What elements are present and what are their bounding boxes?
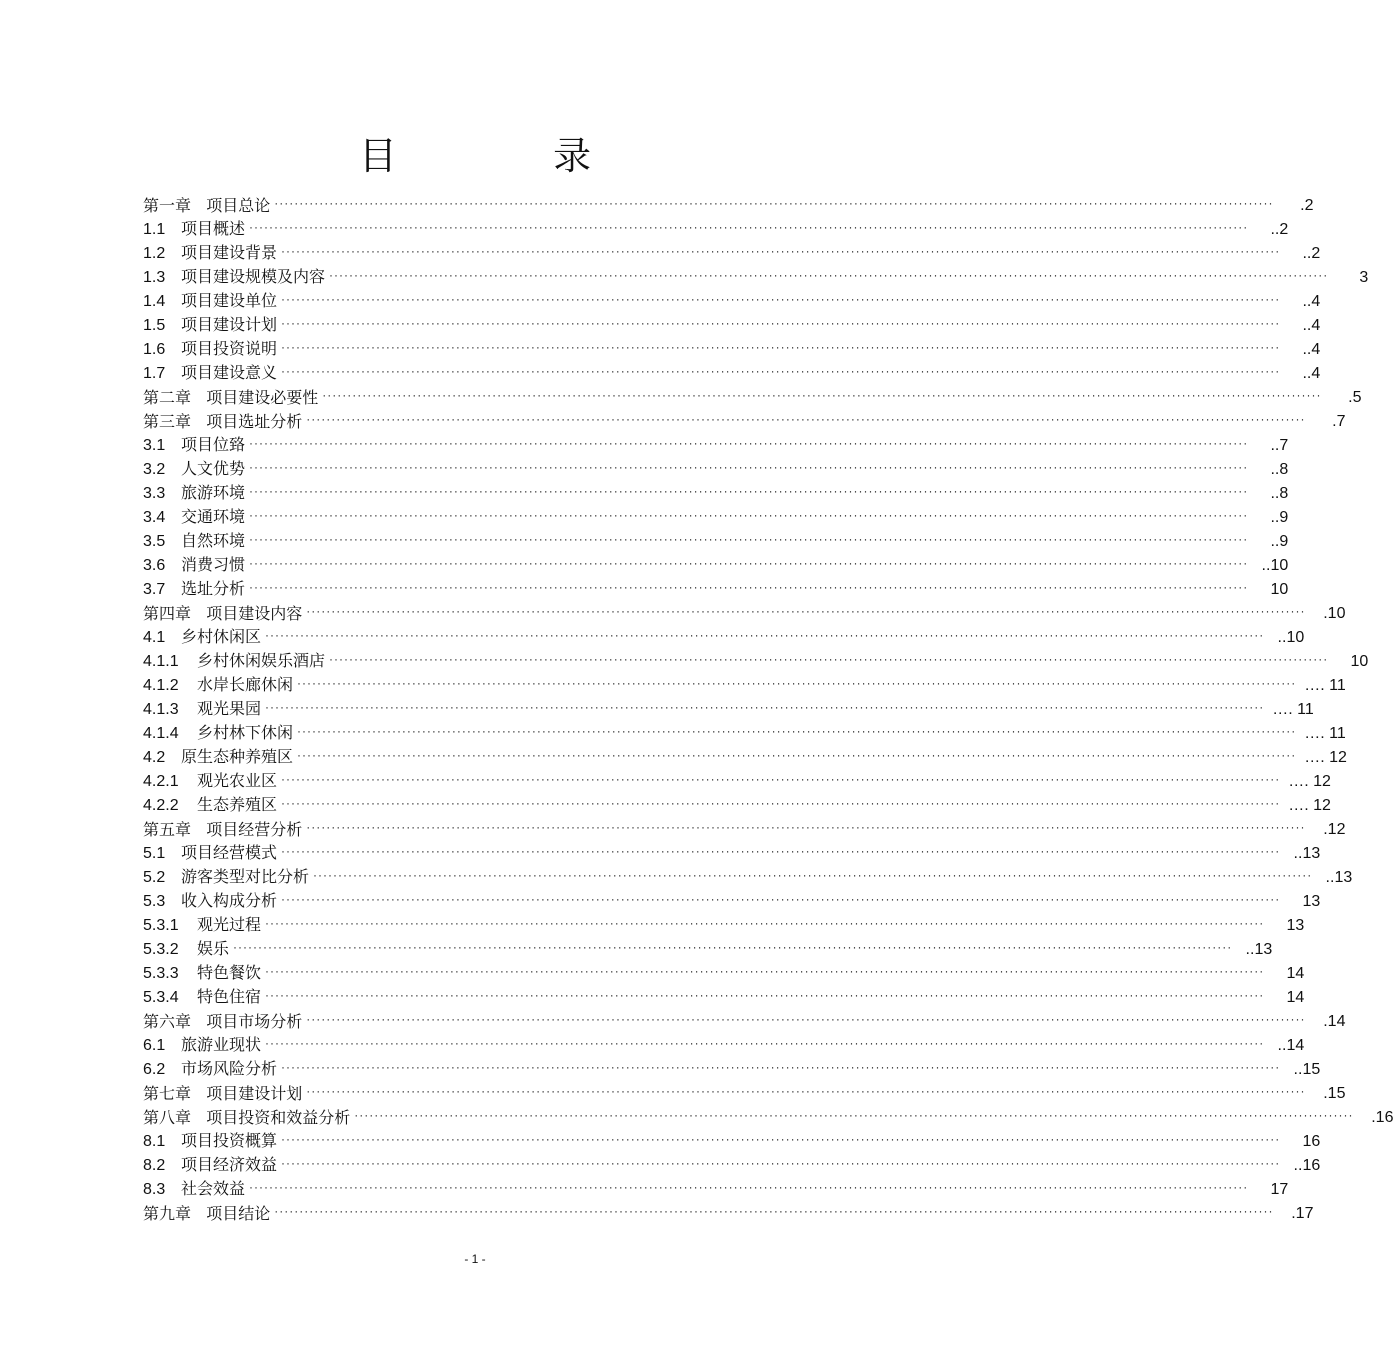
toc-entry-title: 乡村林下休闲: [197, 723, 294, 742]
toc-entry-page: 10: [1350, 653, 1369, 670]
toc-entry[interactable]: [143, 456, 1289, 480]
toc-entry-page: ..15: [1293, 1061, 1321, 1078]
toc-entry-title: 自然环境: [181, 531, 246, 550]
toc-entry-label: [143, 579, 249, 600]
toc-entry-number: 4.1.3: [143, 701, 179, 718]
toc-entry-number: 1.6: [143, 341, 166, 358]
toc-entry-number: 5.1: [143, 845, 166, 862]
toc-leader-dots: ········································································································································································································: [274, 1204, 1274, 1218]
toc-leader-dots: ········································································································································································································: [265, 700, 1265, 714]
toc-entry-label: [143, 915, 265, 936]
toc-entry-page: ..4: [1302, 317, 1321, 334]
toc-leader-dots: ········································································································································································································: [281, 364, 1281, 378]
toc-entry-title: 项目建设意义: [181, 363, 278, 382]
toc-leader-dots: ········································································································································································································: [265, 916, 1265, 930]
toc-leader-dots: ········································································································································································································: [281, 340, 1281, 354]
toc-entry-number: 4.1.1: [143, 653, 179, 670]
toc-entry-number: 1.7: [143, 365, 166, 382]
toc-entry-title: 项目位臵: [181, 435, 246, 454]
toc-entry-title: 特色餐饮: [197, 963, 262, 982]
toc-entry-label: [143, 219, 249, 240]
toc-entry[interactable]: [143, 1128, 1321, 1152]
toc-entry-label: [143, 891, 281, 912]
toc-entry[interactable]: [143, 528, 1289, 552]
toc-entry[interactable]: [143, 360, 1321, 384]
toc-entry-title: 项目经营模式: [181, 843, 278, 862]
toc-entry-label: [143, 1131, 281, 1152]
toc-leader-dots: ········································································································································································································: [249, 460, 1249, 474]
toc-entry[interactable]: [143, 696, 1314, 720]
toc-entry-page: ..14: [1277, 1037, 1305, 1054]
toc-entry-number: 6.2: [143, 1061, 166, 1078]
toc-entry-page: ..9: [1270, 509, 1289, 526]
toc-entry[interactable]: [143, 864, 1353, 888]
toc-entry-page: ..2: [1270, 221, 1289, 238]
toc-entry-title: 收入构成分析: [181, 891, 278, 910]
toc-entry-title: 第六章 项目市场分析: [143, 1012, 303, 1031]
toc-entry-page: 14: [1286, 989, 1305, 1006]
toc-entry-label: [143, 651, 329, 672]
toc-leader-dots: ········································································································································································································: [354, 1108, 1354, 1122]
toc-entry-page: …. 12: [1288, 773, 1331, 790]
toc-entry-number: 8.3: [143, 1181, 166, 1198]
toc-entry-title: 水岸长廊休闲: [197, 675, 294, 694]
toc-entry-label: [143, 820, 306, 840]
toc-entry[interactable]: [143, 312, 1321, 336]
toc-entry[interactable]: [143, 1008, 1346, 1032]
toc-entry-label: [143, 459, 249, 480]
toc-entry-number: 1.3: [143, 269, 166, 286]
toc-entry-title: 旅游业现状: [181, 1035, 262, 1054]
toc-entry[interactable]: [143, 408, 1346, 432]
toc-entry-title: 第一章 项目总论: [143, 196, 271, 215]
toc-entry-label: [143, 1155, 281, 1176]
toc-leader-dots: ········································································································································································································: [297, 676, 1297, 690]
toc-entry-title: 项目建设背景: [181, 243, 278, 262]
toc-entry[interactable]: [143, 672, 1346, 696]
toc-entry-title: 人文优势: [181, 459, 246, 478]
toc-entry[interactable]: [143, 336, 1321, 360]
toc-leader-dots: ········································································································································································································: [306, 1084, 1306, 1098]
toc-entry-title: 特色住宿: [197, 987, 262, 1006]
toc-leader-dots: ········································································································································································································: [265, 1036, 1265, 1050]
toc-leader-dots: ········································································································································································································: [233, 940, 1233, 954]
toc-entry-page: …. 12: [1288, 797, 1331, 814]
toc-entry-label: [143, 699, 265, 720]
toc-entry-title: 项目投资概算: [181, 1131, 278, 1150]
toc-entry-number: 3.2: [143, 461, 166, 478]
toc-entry-page: 13: [1286, 917, 1305, 934]
toc-entry-title: 项目经济效益: [181, 1155, 278, 1174]
toc-leader-dots: ········································································································································································································: [306, 820, 1306, 834]
toc-entry-page: ..13: [1293, 845, 1321, 862]
toc-entry-label: [143, 196, 274, 216]
toc-entry[interactable]: [143, 264, 1369, 288]
toc-entry[interactable]: [143, 624, 1305, 648]
toc-entry[interactable]: [143, 600, 1346, 624]
toc-entry-label: [143, 675, 297, 696]
toc-entry-number: 1.5: [143, 317, 166, 334]
toc-entry-title: 项目建设计划: [181, 315, 278, 334]
toc-entry-label: [143, 1012, 306, 1032]
toc-entry-number: 1.1: [143, 221, 166, 238]
toc-entry[interactable]: [143, 240, 1321, 264]
toc-entry[interactable]: [143, 792, 1331, 816]
toc-leader-dots: ········································································································································································································: [281, 316, 1281, 330]
toc-entry[interactable]: [143, 840, 1321, 864]
toc-entry-label: [143, 339, 281, 360]
toc-entry-page: 17: [1270, 1181, 1289, 1198]
toc-leader-dots: ········································································································································································································: [329, 268, 1329, 282]
toc-entry[interactable]: [143, 1056, 1321, 1080]
toc-entry-label: [143, 435, 249, 456]
toc-entry-title: 项目建设规模及内容: [181, 267, 326, 286]
toc-entry[interactable]: [143, 1080, 1346, 1104]
toc-entry-label: [143, 1084, 306, 1104]
toc-entry-label: [143, 747, 297, 768]
toc-entry-title: 第八章 项目投资和效益分析: [143, 1108, 351, 1127]
toc-leader-dots: ········································································································································································································: [265, 628, 1265, 642]
toc-entry-number: 5.2: [143, 869, 166, 886]
toc-entry-label: [143, 1179, 249, 1200]
toc-leader-dots: ········································································································································································································: [281, 772, 1281, 786]
toc-entry[interactable]: [143, 720, 1346, 744]
toc-entry-page: .14: [1323, 1013, 1346, 1030]
toc-entry-page: .7: [1332, 413, 1346, 430]
toc-leader-dots: ········································································································································································································: [249, 580, 1249, 594]
toc-entry-page: .15: [1323, 1085, 1346, 1102]
toc-entry-label: [143, 315, 281, 336]
toc-entry-number: 4.1.4: [143, 725, 179, 742]
toc-leader-dots: ········································································································································································································: [322, 388, 1322, 402]
toc-leader-dots: ········································································································································································································: [281, 244, 1281, 258]
toc-entry-label: [143, 867, 313, 888]
toc-entry[interactable]: [143, 888, 1321, 912]
toc-entry-title: 第七章 项目建设计划: [143, 1084, 303, 1103]
toc-entry-title: 旅游环境: [181, 483, 246, 502]
toc-entry-number: 1.4: [143, 293, 166, 310]
toc-entry-label: [143, 412, 306, 432]
toc-entry-label: [143, 627, 265, 648]
toc-leader-dots: ········································································································································································································: [281, 844, 1281, 858]
toc-entry-label: [143, 1108, 354, 1128]
toc-entry-number: 8.1: [143, 1133, 166, 1150]
toc-entry-title: 游客类型对比分析: [181, 867, 310, 886]
toc-entry-page: 13: [1302, 893, 1321, 910]
toc-entry-label: [143, 531, 249, 552]
toc-entry-page: .17: [1291, 1205, 1314, 1222]
toc-entry-title: 项目投资说明: [181, 339, 278, 358]
toc-entry[interactable]: [143, 576, 1289, 600]
toc-entry[interactable]: [143, 768, 1331, 792]
toc-entry-page: ..4: [1302, 341, 1321, 358]
toc-entry[interactable]: [143, 504, 1289, 528]
toc-entry-number: 3.1: [143, 437, 166, 454]
toc-entry-page: ..8: [1270, 485, 1289, 502]
toc-entry-label: [143, 843, 281, 864]
toc-entry-title: 项目建设单位: [181, 291, 278, 310]
toc-entry-page: .2: [1300, 197, 1314, 214]
toc-entry-title: 生态养殖区: [197, 795, 278, 814]
toc-entry-page: ..4: [1302, 293, 1321, 310]
toc-entry-label: [143, 1204, 274, 1224]
toc-entry[interactable]: [143, 984, 1305, 1008]
toc-entry-number: 5.3.2: [143, 941, 179, 958]
toc-entry[interactable]: [143, 648, 1369, 672]
toc-entry-number: 5.3.4: [143, 989, 179, 1006]
toc-entry[interactable]: [143, 1104, 1393, 1128]
toc-entry-page: ..2: [1302, 245, 1321, 262]
toc-entry-title: 项目概述: [181, 219, 246, 238]
toc-entry-page: ..10: [1261, 557, 1289, 574]
toc-entry-page: ..4: [1302, 365, 1321, 382]
toc-entry-page: …. 11: [1272, 701, 1314, 718]
toc-leader-dots: ········································································································································································································: [297, 724, 1297, 738]
toc-entry-label: [143, 267, 329, 288]
toc-entry-number: 3.6: [143, 557, 166, 574]
toc-entry-label: [143, 963, 265, 984]
toc-leader-dots: ········································································································································································································: [249, 436, 1249, 450]
toc-entry-title: 第三章 项目选址分析: [143, 412, 303, 431]
toc-leader-dots: ········································································································································································································: [249, 220, 1249, 234]
toc-leader-dots: ········································································································································································································: [249, 484, 1249, 498]
toc-entry[interactable]: [143, 816, 1346, 840]
toc-leader-dots: ········································································································································································································: [281, 1060, 1281, 1074]
toc-entry-label: [143, 1059, 281, 1080]
toc-leader-dots: ········································································································································································································: [306, 604, 1306, 618]
toc-entry-page: 16: [1302, 1133, 1321, 1150]
toc-entry-label: [143, 604, 306, 624]
toc-entry-page: …. 11: [1304, 725, 1346, 742]
toc-entry[interactable]: [143, 744, 1347, 768]
toc-entry-page: ..8: [1270, 461, 1289, 478]
toc-entry-label: [143, 483, 249, 504]
toc-entry-number: 4.2.1: [143, 773, 179, 790]
toc-entry[interactable]: [143, 936, 1273, 960]
toc-entry[interactable]: [143, 432, 1289, 456]
toc-entry[interactable]: [143, 960, 1305, 984]
toc-entry-title: 选址分析: [181, 579, 246, 598]
toc-entry-title: 市场风险分析: [181, 1059, 278, 1078]
toc-leader-dots: ········································································································································································································: [281, 796, 1281, 810]
toc-entry-page: ..7: [1270, 437, 1289, 454]
toc-entry[interactable]: [143, 288, 1321, 312]
toc-entry-page: .10: [1323, 605, 1346, 622]
toc-leader-dots: ········································································································································································································: [281, 892, 1281, 906]
toc-entry-page: …. 11: [1304, 677, 1346, 694]
toc-entry-page: 14: [1286, 965, 1305, 982]
toc-entry-number: 3.4: [143, 509, 166, 526]
toc-entry[interactable]: [143, 384, 1362, 408]
toc-entry-number: 5.3: [143, 893, 166, 910]
toc-leader-dots: ········································································································································································································: [249, 508, 1249, 522]
toc-entry-page: .16: [1371, 1109, 1393, 1126]
toc-entry-page: ..13: [1245, 941, 1273, 958]
table-of-contents: [143, 192, 1393, 1224]
toc-entry-title: 第九章 项目结论: [143, 1204, 271, 1223]
toc-entry-title: 观光果园: [197, 699, 262, 718]
toc-leader-dots: ········································································································································································································: [306, 1012, 1306, 1026]
toc-entry[interactable]: [143, 1032, 1305, 1056]
toc-leader-dots: ········································································································································································································: [297, 748, 1297, 762]
toc-entry-page: ..9: [1270, 533, 1289, 550]
toc-leader-dots: ········································································································································································································: [265, 964, 1265, 978]
toc-entry-title: 娱乐: [197, 939, 230, 958]
toc-entry-number: 3.7: [143, 581, 166, 598]
toc-entry-label: [143, 291, 281, 312]
toc-leader-dots: ········································································································································································································: [249, 556, 1249, 570]
toc-entry-label: [143, 243, 281, 264]
toc-entry-title: 交通环境: [181, 507, 246, 526]
toc-entry-number: 4.2.2: [143, 797, 179, 814]
toc-entry-page: 3: [1359, 269, 1369, 286]
page-number-footer: - 1 -: [464, 1252, 486, 1266]
toc-entry-number: 5.3.3: [143, 965, 179, 982]
toc-entry[interactable]: [143, 1176, 1289, 1200]
toc-entry[interactable]: [143, 192, 1314, 216]
toc-leader-dots: ········································································································································································································: [281, 292, 1281, 306]
toc-entry-label: [143, 795, 281, 816]
toc-entry-label: [143, 987, 265, 1008]
page-title: 目 录: [358, 134, 592, 178]
toc-entry-number: 1.2: [143, 245, 166, 262]
toc-leader-dots: ········································································································································································································: [281, 1156, 1281, 1170]
toc-entry-number: 4.1.2: [143, 677, 179, 694]
toc-leader-dots: ········································································································································································································: [249, 532, 1249, 546]
toc-leader-dots: ········································································································································································································: [281, 1132, 1281, 1146]
toc-entry-label: [143, 771, 281, 792]
toc-leader-dots: ········································································································································································································: [249, 1180, 1249, 1194]
toc-entry-page: …. 12: [1304, 749, 1347, 766]
toc-entry-number: 6.1: [143, 1037, 166, 1054]
toc-entry-label: [143, 939, 233, 960]
toc-entry-title: 观光农业区: [197, 771, 278, 790]
toc-entry[interactable]: [143, 912, 1305, 936]
toc-entry-page: ..13: [1325, 869, 1353, 886]
toc-entry-title: 第五章 项目经营分析: [143, 820, 303, 839]
toc-leader-dots: ········································································································································································································: [306, 412, 1306, 426]
toc-entry-page: ..16: [1293, 1157, 1321, 1174]
toc-entry-number: 5.3.1: [143, 917, 179, 934]
toc-entry-title: 消费习惯: [181, 555, 246, 574]
toc-entry-page: .5: [1348, 389, 1362, 406]
toc-entry-label: [143, 555, 249, 576]
toc-entry[interactable]: [143, 1200, 1314, 1224]
toc-entry[interactable]: [143, 1152, 1321, 1176]
toc-entry-title: 乡村休闲区: [181, 627, 262, 646]
toc-entry-page: 10: [1270, 581, 1289, 598]
toc-leader-dots: ········································································································································································································: [265, 988, 1265, 1002]
toc-leader-dots: ········································································································································································································: [274, 196, 1274, 210]
toc-leader-dots: ········································································································································································································: [313, 868, 1313, 882]
toc-entry-page: ..10: [1277, 629, 1305, 646]
toc-entry-title: 第二章 项目建设必要性: [143, 388, 319, 407]
toc-entry-title: 原生态种养殖区: [181, 747, 294, 766]
toc-entry-title: 第四章 项目建设内容: [143, 604, 303, 623]
toc-entry[interactable]: [143, 480, 1289, 504]
toc-entry-number: 8.2: [143, 1157, 166, 1174]
toc-entry-title: 乡村休闲娱乐酒店: [197, 651, 326, 670]
toc-entry-title: 社会效益: [181, 1179, 246, 1198]
toc-entry-label: [143, 723, 297, 744]
toc-entry[interactable]: [143, 552, 1289, 576]
toc-entry-number: 4.1: [143, 629, 166, 646]
toc-entry-number: 4.2: [143, 749, 166, 766]
toc-entry-number: 3.5: [143, 533, 166, 550]
toc-leader-dots: ········································································································································································································: [329, 652, 1329, 666]
toc-entry-title: 观光过程: [197, 915, 262, 934]
toc-entry-label: [143, 388, 322, 408]
toc-entry-label: [143, 1035, 265, 1056]
toc-entry[interactable]: [143, 216, 1289, 240]
toc-entry-number: 3.3: [143, 485, 166, 502]
toc-entry-label: [143, 363, 281, 384]
toc-entry-page: .12: [1323, 821, 1346, 838]
toc-entry-label: [143, 507, 249, 528]
